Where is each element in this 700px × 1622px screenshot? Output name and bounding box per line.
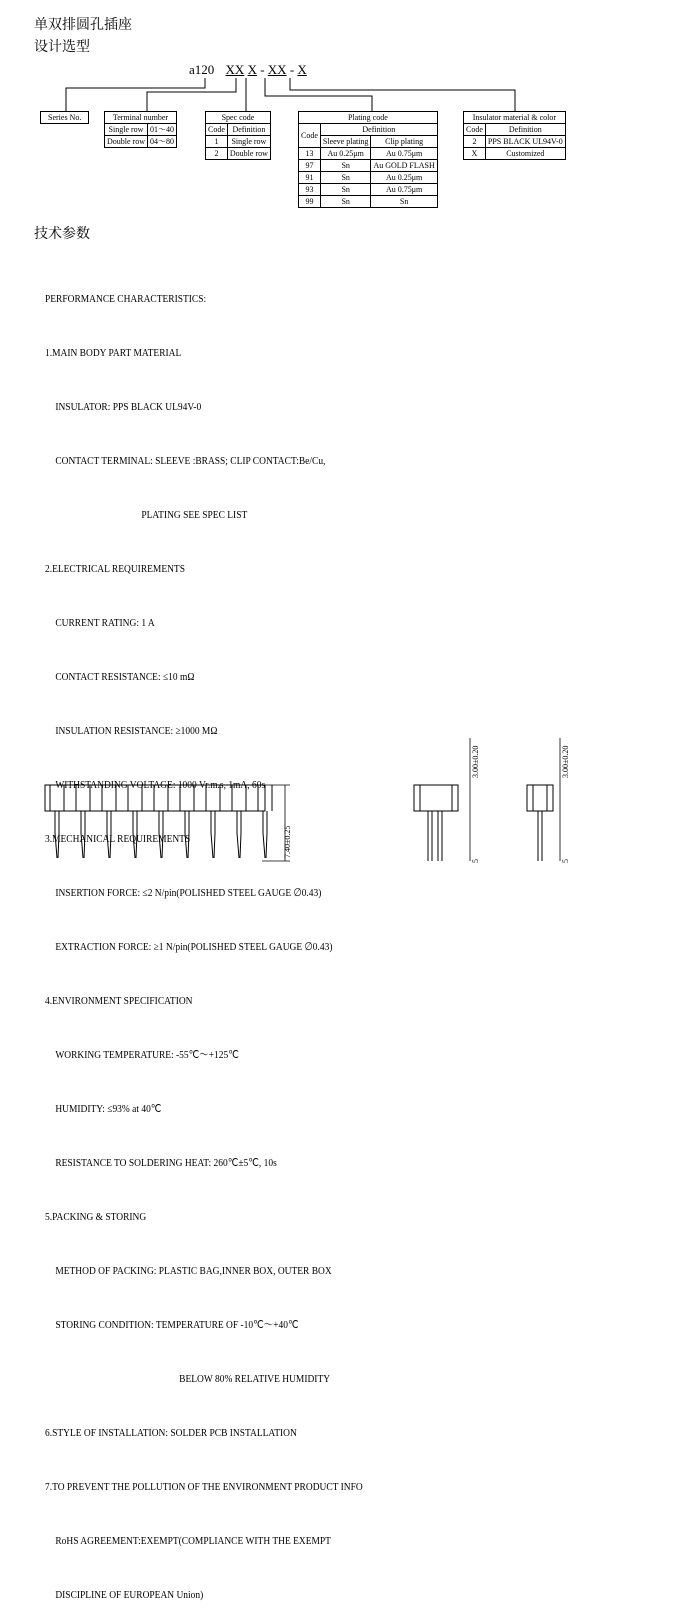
- table-cell: Sn: [320, 184, 371, 196]
- table-cell: Au 0.25μm: [371, 172, 437, 184]
- table-cell: Definition: [320, 124, 437, 136]
- spec-line: INSERTION FORCE: ≤2 N/pin(POLISHED STEEL GAUGE ∅0.43): [55, 887, 322, 899]
- table-cell: Au GOLD FLASH: [371, 160, 437, 172]
- spec-line: STORING CONDITION: TEMPERATURE OF -10℃～+40℃: [55, 1319, 299, 1331]
- spec-line: HUMIDITY: ≤93% at 40℃: [55, 1103, 162, 1115]
- spec-line: CONTACT RESISTANCE: ≤10 mΩ: [55, 671, 195, 683]
- table-cell: Au 0.25μm: [320, 148, 371, 160]
- front-view-pin: [232, 785, 246, 858]
- series-no-box: [40, 111, 89, 124]
- spec-line: 7.TO PREVENT THE POLLUTION OF THE ENVIRONMENT PRODUCT INFO: [45, 1481, 363, 1493]
- front-view-pin: [206, 785, 220, 858]
- spec-line: DISCIPLINE OF EUROPEAN Union): [55, 1589, 204, 1601]
- front-view-pin: [180, 785, 194, 858]
- table-cell: Code: [464, 124, 486, 136]
- spec-line: PERFORMANCE CHARACTERISTICS:: [45, 293, 207, 305]
- spec-line: PLATING SEE SPEC LIST: [141, 509, 248, 521]
- terminal-table-header: Terminal number: [105, 112, 177, 124]
- table-cell: Definition: [227, 124, 270, 136]
- table-cell: 13: [299, 148, 321, 160]
- table-cell: Sleeve plating: [320, 136, 371, 148]
- spec-line: RoHS AGREEMENT:EXEMPT(COMPLIANCE WITH THE EXEMPT: [55, 1535, 331, 1547]
- part-code-dash: -: [260, 62, 265, 77]
- table-cell: Sn: [371, 196, 437, 208]
- side-view-body-b: [527, 785, 553, 811]
- dim-height-label: 7.40±0.25: [283, 825, 292, 858]
- plating-code-table: [298, 111, 438, 208]
- series-no-label: Series No.: [41, 112, 89, 124]
- terminal-number-table: [104, 111, 177, 148]
- table-cell: Sn: [320, 160, 371, 172]
- side-view-body-a: [414, 785, 458, 811]
- dim-top-label-b: 3.00±0.20: [561, 745, 570, 778]
- table-cell: Single row: [227, 136, 270, 148]
- table-cell: 01～40: [148, 124, 177, 136]
- part-code-seg: X: [247, 62, 257, 77]
- table-cell: Sn: [320, 196, 371, 208]
- part-code-seg: XX: [267, 62, 287, 77]
- table-cell: 2: [464, 136, 486, 148]
- spec-line: 5.PACKING & STORING: [45, 1211, 147, 1223]
- spec-line: METHOD OF PACKING: PLASTIC BAG,INNER BOX, OUTER BOX: [55, 1265, 332, 1277]
- front-view-pin: [128, 785, 142, 858]
- section-design-title: 设计选型: [34, 39, 90, 55]
- plating-table-header: Plating code: [299, 112, 438, 124]
- page-title: 单双排圆孔插座: [34, 17, 132, 33]
- front-view-pin: [50, 785, 64, 858]
- performance-spec: [45, 254, 363, 1622]
- table-cell: Clip plating: [371, 136, 437, 148]
- table-cell: 97: [299, 160, 321, 172]
- table-cell: 99: [299, 196, 321, 208]
- table-cell: Double row: [227, 148, 270, 160]
- spec-line: 1.MAIN BODY PART MATERIAL: [45, 347, 182, 359]
- section-tech-title: 技术参数: [34, 226, 90, 242]
- table-cell: Au 0.75μm: [371, 184, 437, 196]
- dim-bottom-label-b: 5: [561, 859, 570, 863]
- front-view-pin: [76, 785, 90, 858]
- spec-line: CURRENT RATING: 1 A: [55, 617, 155, 629]
- spec-line: 6.STYLE OF INSTALLATION: SOLDER PCB INSTALLATION: [45, 1427, 297, 1439]
- spec-table-header: Spec code: [206, 112, 271, 124]
- spec-line: RESISTANCE TO SOLDERING HEAT: 260℃±5℃, 10s: [55, 1157, 277, 1169]
- table-cell: Single row: [105, 124, 148, 136]
- part-code-seg: XX: [225, 62, 245, 77]
- spec-line: WORKING TEMPERATURE: -55℃～+125℃: [55, 1049, 239, 1061]
- spec-line: EXTRACTION FORCE: ≥1 N/pin(POLISHED STEEL GAUGE ∅0.43): [55, 941, 333, 953]
- insulator-table-header: Insulator material & color: [464, 112, 566, 124]
- dim-top-label-a: 3.00±0.20: [471, 745, 480, 778]
- spec-line: CONTACT TERMINAL: SLEEVE :BRASS; CLIP CONTACT:Be/Cu,: [55, 455, 326, 467]
- table-cell: Code: [299, 124, 321, 148]
- table-cell: Code: [206, 124, 228, 136]
- table-cell: Customized: [485, 148, 565, 160]
- spec-line: INSULATOR: PPS BLACK UL94V-0: [55, 401, 202, 413]
- dim-bottom-label-a: 5: [471, 859, 480, 863]
- table-cell: 2: [206, 148, 228, 160]
- table-cell: Definition: [485, 124, 565, 136]
- insulator-table: [463, 111, 566, 160]
- table-cell: Au 0.75μm: [371, 148, 437, 160]
- part-code-dash: -: [289, 62, 295, 77]
- table-cell: 93: [299, 184, 321, 196]
- table-cell: 91: [299, 172, 321, 184]
- part-code-prefix: a120: [189, 62, 215, 77]
- connector-drawing: [0, 733, 700, 883]
- table-cell: Double row: [105, 136, 148, 148]
- spec-line: WITHSTANDING VOLTAGE: 1000 Vr.m.s, 1mA, 60s: [55, 779, 266, 791]
- part-code-seg: X: [297, 62, 307, 77]
- table-cell: PPS BLACK UL94V-0: [485, 136, 565, 148]
- table-cell: 04～80: [148, 136, 177, 148]
- spec-line: 3.MECHANICAL REQUIREMENTS: [45, 833, 191, 845]
- spec-code-table: [205, 111, 271, 160]
- table-cell: Sn: [320, 172, 371, 184]
- code-connector-lines: [0, 0, 700, 120]
- table-cell: 1: [206, 136, 228, 148]
- spec-line: 4.ENVIRONMENT SPECIFICATION: [45, 995, 193, 1007]
- front-view-pin: [154, 785, 168, 858]
- front-view-pin: [102, 785, 116, 858]
- table-cell: X: [464, 148, 486, 160]
- spec-line: BELOW 80% RELATIVE HUMIDITY: [179, 1373, 331, 1385]
- spec-line: 2.ELECTRICAL REQUIREMENTS: [45, 563, 185, 575]
- spec-line: INSULATION RESISTANCE: ≥1000 MΩ: [55, 725, 218, 737]
